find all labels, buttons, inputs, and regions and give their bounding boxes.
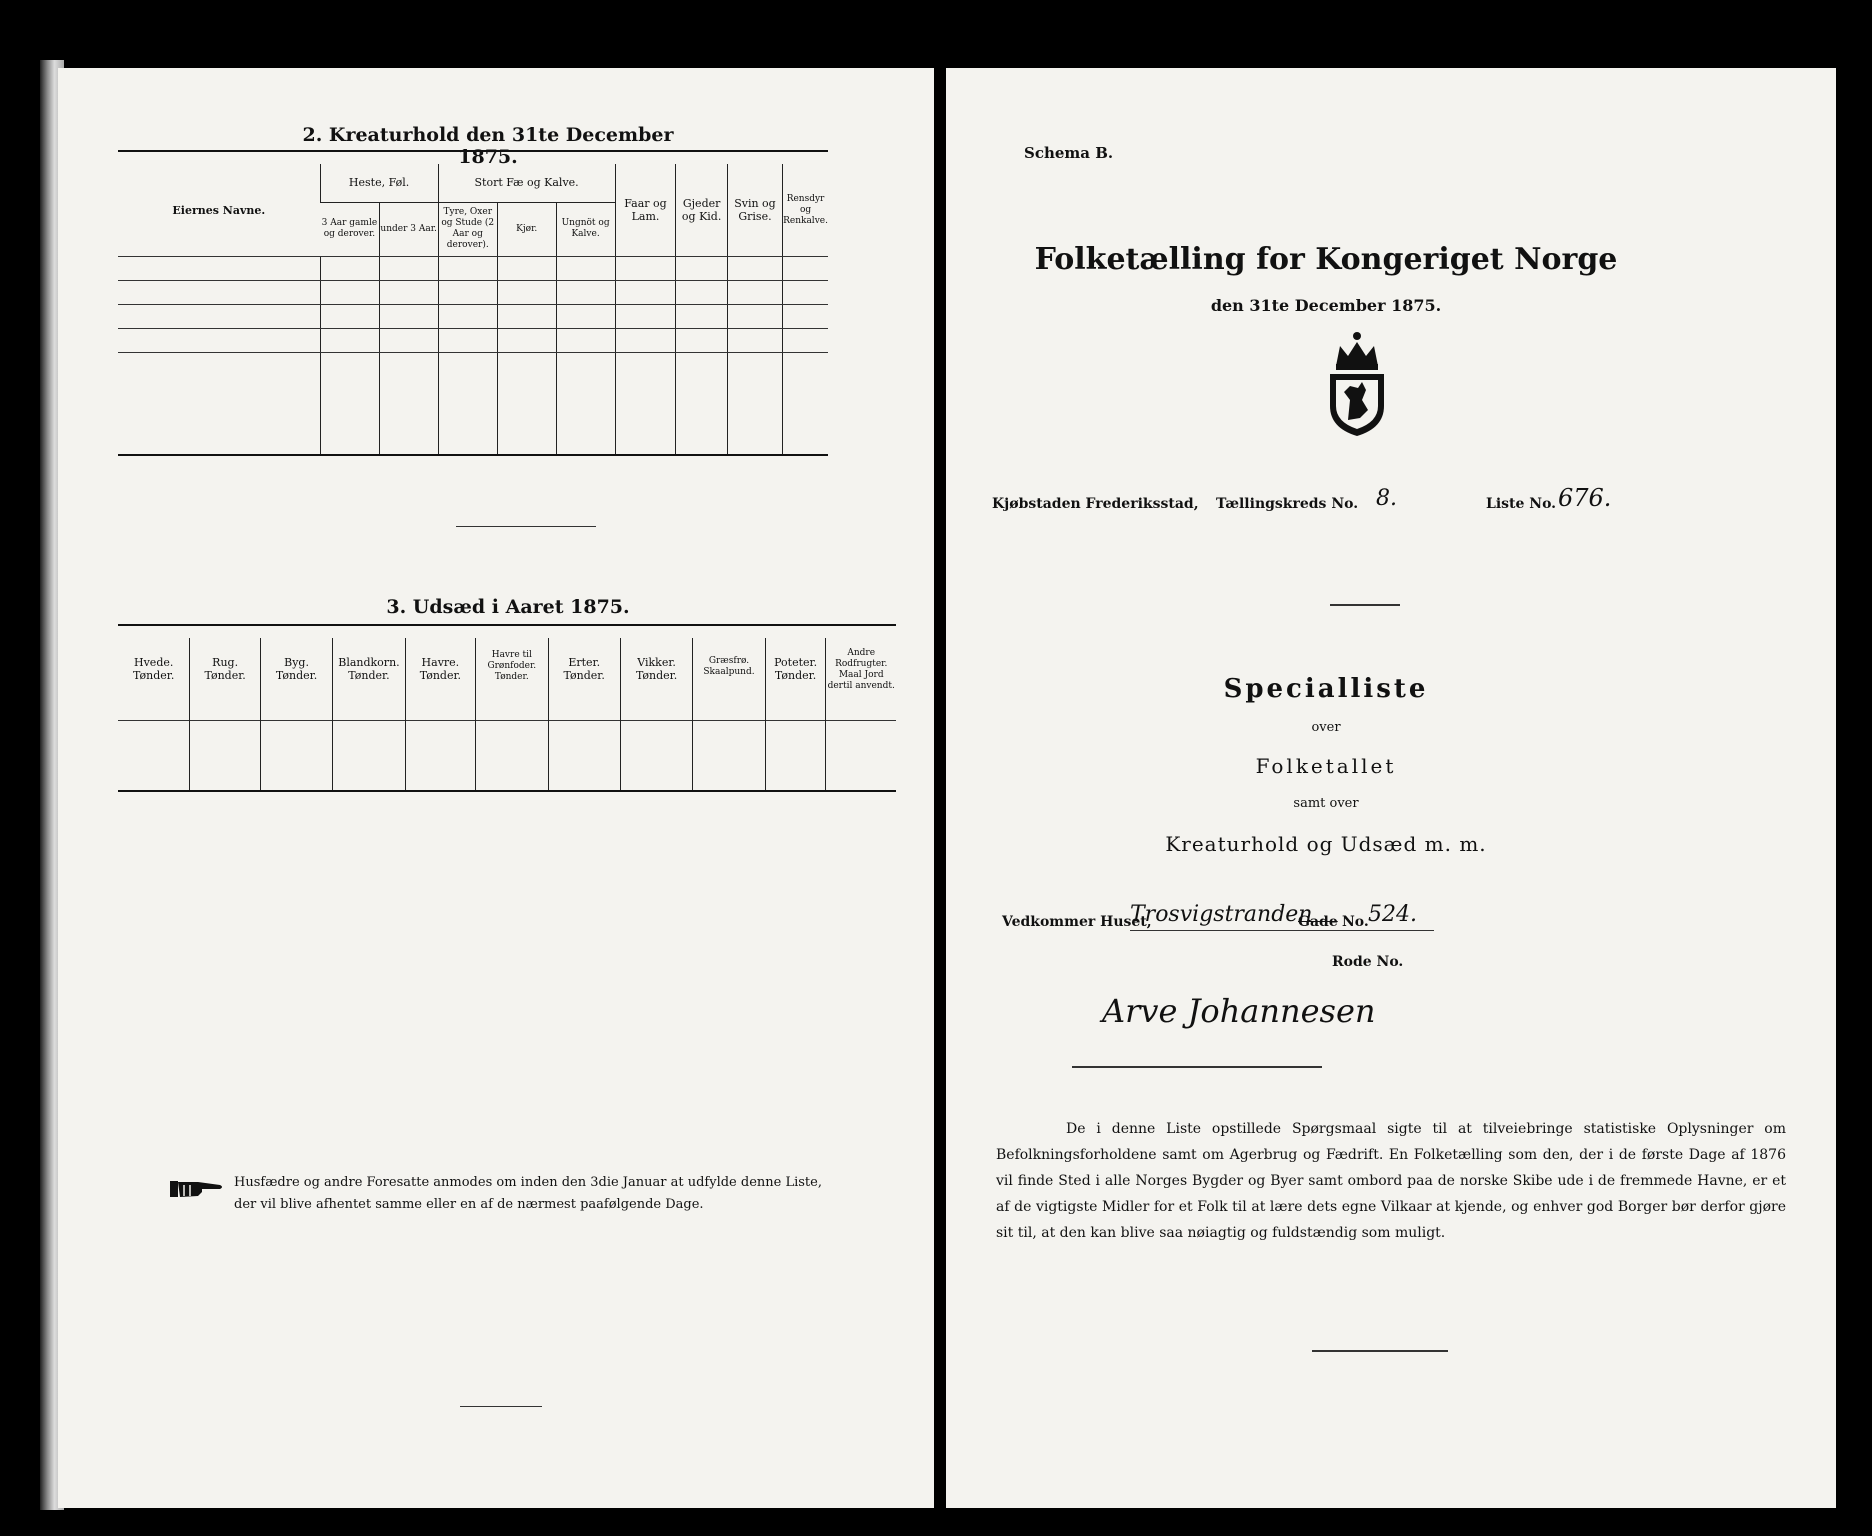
- pointing-hand-icon: [170, 1176, 224, 1202]
- kreaturhold-text: Kreaturhold og Udsæd m. m.: [1165, 832, 1487, 856]
- fae-sub-2: Kjør.: [497, 202, 556, 256]
- fae-sub-1: Tyre, Oxer og Stude (2 Aar og derover).: [438, 202, 497, 256]
- seed-col-havre-gronfoder: Havre til Grønfoder. Tønder.: [475, 638, 547, 790]
- livestock-table: [118, 164, 828, 454]
- kreds-value: 8.: [1376, 486, 1397, 511]
- gade-no-value: 524.: [1368, 902, 1417, 927]
- heste-header: Heste, Føl.: [320, 164, 438, 202]
- heste-sub-2: under 3 Aar.: [379, 202, 438, 256]
- seed-table: [118, 638, 896, 790]
- fae-sub-3: Ungnöt og Kalve.: [556, 202, 615, 256]
- vedkommer-line: [1130, 930, 1434, 931]
- section3-title: 3. Udsæd i Aaret 1875.: [386, 596, 630, 618]
- bottom-separator: [1312, 1350, 1448, 1352]
- rode-label: Rode No.: [1332, 954, 1404, 970]
- section3-top-rule: [118, 624, 896, 626]
- heste-sub-1: 3 Aar gamle og derover.: [321, 218, 378, 240]
- signature: Arve Johannesen: [1102, 992, 1376, 1030]
- owner-names-header: Eiernes Navne.: [172, 203, 266, 217]
- livestock-row-line: [118, 280, 828, 281]
- gjeder-header: Gjeder og Kid.: [676, 164, 728, 256]
- liste-label: Liste No.: [1486, 496, 1557, 512]
- gade-no-label: No.: [1342, 914, 1369, 930]
- seed-col-havre: Havre. Tønder.: [405, 638, 475, 790]
- footer-paragraph: De i denne Liste opstillede Spørgsmaal sigte til at tilveiebringe statistiske Oplysninger om Befolkningsforholdene samt om Agerbrug og Fædrift. En Folketælling som den, der i de første Dage af 1876 vil finde Sted i alle Norges Bygder og Byer samt ombord paa de norske Skibe ude i de fremmede Havne, er et af de vigtigste Midler for et Folk til at lære dets egne Vilkaar at kjende, og enhver god Borger bør derfor gjøre sit til, at den kan blive saa nøiagtig og fuldstændig som muligt.: [996, 1121, 1786, 1241]
- seed-col-graesfro: Græsfrø. Skaalpund.: [692, 638, 764, 790]
- samt-over-text: samt over: [1293, 796, 1359, 811]
- seed-col-blandkorn: Blandkorn. Tønder.: [332, 638, 404, 790]
- seed-col-hvede: Hvede. Tønder.: [133, 656, 175, 682]
- seed-col-vikker: Vikker. Tønder.: [620, 638, 692, 790]
- schema-label: Schema B.: [1024, 144, 1114, 162]
- kjobstad-label: Kjøbstaden Frederiksstad,: [992, 496, 1199, 512]
- census-title: Folketælling for Kongeriget Norge: [1034, 242, 1618, 277]
- bottom-separator: [460, 1406, 542, 1407]
- section2-title: 2. Kreaturhold den 31te December 1875.: [302, 124, 674, 168]
- seed-col-byg: Byg. Tønder.: [260, 638, 332, 790]
- rensdyr-header: Rensdyr og Renkalve.: [783, 164, 828, 256]
- census-date: den 31te December 1875.: [1210, 296, 1442, 315]
- liste-value: 676.: [1558, 484, 1612, 512]
- over-text-1: over: [1311, 720, 1341, 735]
- specialliste-title: Specialliste: [1223, 674, 1429, 704]
- section2-bottom-rule: [118, 454, 828, 456]
- seed-col-erter: Erter. Tønder.: [548, 638, 620, 790]
- left-page: [58, 68, 934, 1508]
- separator: [1330, 604, 1400, 606]
- livestock-row-line: [118, 352, 828, 353]
- seed-col-poteter: Poteter. Tønder.: [765, 638, 826, 790]
- faar-header: Faar og Lam.: [615, 164, 676, 256]
- livestock-row-line: [118, 328, 828, 329]
- vedkommer-value: Trosvigstranden: [1130, 902, 1313, 927]
- svin-header: Svin og Grise.: [727, 164, 782, 256]
- vedkommer-label: Vedkommer Huset,: [1002, 914, 1152, 930]
- section3-bottom-rule: [118, 790, 896, 792]
- folketallet-text: Folketallet: [1255, 754, 1397, 778]
- livestock-row-line: [118, 304, 828, 305]
- seed-col-andre-rodfrugter: Andre Rodfrugter. Maal Jord dertil anvendt.: [825, 638, 895, 790]
- right-page: [946, 68, 1836, 1508]
- section2-top-rule: [118, 150, 828, 152]
- separator: [456, 526, 596, 527]
- notice-text: Husfædre og andre Foresatte anmodes om inden den 3die Januar at udfylde denne Liste, der vil blive afhentet samme eller en af de nærmest paafølgende Dage.: [234, 1175, 822, 1212]
- livestock-header-rule: [118, 256, 828, 257]
- seed-col-rug: Rug. Tønder.: [189, 638, 259, 790]
- stort-fae-header: Stort Fæ og Kalve.: [438, 164, 615, 202]
- kreds-label: Tællingskreds No.: [1216, 496, 1359, 512]
- coat-of-arms-icon: [1326, 330, 1388, 436]
- signature-line: [1072, 1066, 1322, 1068]
- gade-label: Gade: [1298, 914, 1338, 930]
